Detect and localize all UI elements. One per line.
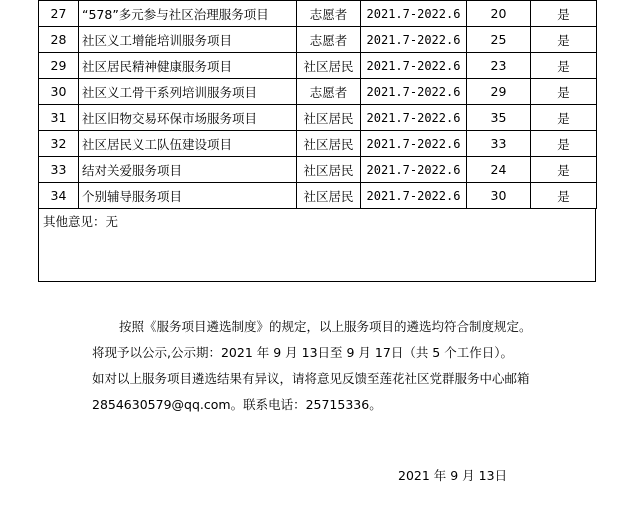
item-name-cell: 个别辅导服务项目 xyxy=(79,183,297,209)
item-target-cell: 志愿者 xyxy=(297,79,361,105)
item-name-cell: 社区居民义工队伍建设项目 xyxy=(79,131,297,157)
item-approved-cell: 是 xyxy=(531,157,597,183)
item-number-cell: 32 xyxy=(39,131,79,157)
item-period-cell: 2021.7-2022.6 xyxy=(361,53,467,79)
item-target-cell: 社区居民 xyxy=(297,105,361,131)
item-name-cell: 社区旧物交易环保市场服务项目 xyxy=(79,105,297,131)
item-period-cell: 2021.7-2022.6 xyxy=(361,27,467,53)
item-count-cell: 20 xyxy=(467,1,531,27)
table-row xyxy=(39,1,597,27)
item-name-cell: 社区居民精神健康服务项目 xyxy=(79,53,297,79)
item-approved-cell: 是 xyxy=(531,183,597,209)
other-opinion-box xyxy=(38,209,596,282)
item-number-cell: 33 xyxy=(39,157,79,183)
notice-date: 2021 年 9 月 13日 xyxy=(398,468,508,483)
item-name-cell: “578”多元参与社区治理服务项目 xyxy=(79,1,297,27)
item-count-cell: 29 xyxy=(467,79,531,105)
notice-line-1: 按照《服务项目遴选制度》的规定，以上服务项目的遴选均符合制度规定。 xyxy=(119,319,532,334)
item-target-cell: 社区居民 xyxy=(297,157,361,183)
item-target-cell: 志愿者 xyxy=(297,27,361,53)
item-target-cell: 社区居民 xyxy=(297,183,361,209)
item-approved-cell: 是 xyxy=(531,53,597,79)
table-row xyxy=(39,105,597,131)
service-items-table xyxy=(38,0,597,209)
item-target-cell: 志愿者 xyxy=(297,1,361,27)
notice-line-4: 2854630579@qq.com。联系电话：25715336。 xyxy=(92,397,382,412)
table-row xyxy=(39,53,597,79)
item-period-cell: 2021.7-2022.6 xyxy=(361,157,467,183)
item-count-cell: 35 xyxy=(467,105,531,131)
item-approved-cell: 是 xyxy=(531,27,597,53)
item-target-cell: 社区居民 xyxy=(297,131,361,157)
item-count-cell: 30 xyxy=(467,183,531,209)
item-number-cell: 31 xyxy=(39,105,79,131)
other-opinion-text: 其他意见：无 xyxy=(43,214,119,229)
item-period-cell: 2021.7-2022.6 xyxy=(361,183,467,209)
item-number-cell: 27 xyxy=(39,1,79,27)
item-approved-cell: 是 xyxy=(531,105,597,131)
item-approved-cell: 是 xyxy=(531,1,597,27)
table-row xyxy=(39,157,597,183)
item-name-cell: 结对关爱服务项目 xyxy=(79,157,297,183)
item-number-cell: 29 xyxy=(39,53,79,79)
item-period-cell: 2021.7-2022.6 xyxy=(361,79,467,105)
item-period-cell: 2021.7-2022.6 xyxy=(361,105,467,131)
notice-line-3: 如对以上服务项目遴选结果有异议，请将意见反馈至莲花社区党群服务中心邮箱 xyxy=(92,371,530,386)
item-count-cell: 24 xyxy=(467,157,531,183)
item-approved-cell: 是 xyxy=(531,79,597,105)
item-name-cell: 社区义工增能培训服务项目 xyxy=(79,27,297,53)
item-target-cell: 社区居民 xyxy=(297,53,361,79)
item-number-cell: 28 xyxy=(39,27,79,53)
item-approved-cell: 是 xyxy=(531,131,597,157)
item-count-cell: 23 xyxy=(467,53,531,79)
table-row xyxy=(39,183,597,209)
table-row xyxy=(39,131,597,157)
item-period-cell: 2021.7-2022.6 xyxy=(361,131,467,157)
item-count-cell: 25 xyxy=(467,27,531,53)
notice-line-2: 将现予以公示,公示期：2021 年 9 月 13日至 9 月 17日（共 5 个工作日）。 xyxy=(92,345,513,360)
table-body xyxy=(39,1,597,209)
table-row xyxy=(39,79,597,105)
item-count-cell: 33 xyxy=(467,131,531,157)
table-row xyxy=(39,27,597,53)
item-name-cell: 社区义工骨干系列培训服务项目 xyxy=(79,79,297,105)
service-items-table-wrap xyxy=(38,0,596,282)
item-number-cell: 30 xyxy=(39,79,79,105)
item-number-cell: 34 xyxy=(39,183,79,209)
item-period-cell: 2021.7-2022.6 xyxy=(361,1,467,27)
